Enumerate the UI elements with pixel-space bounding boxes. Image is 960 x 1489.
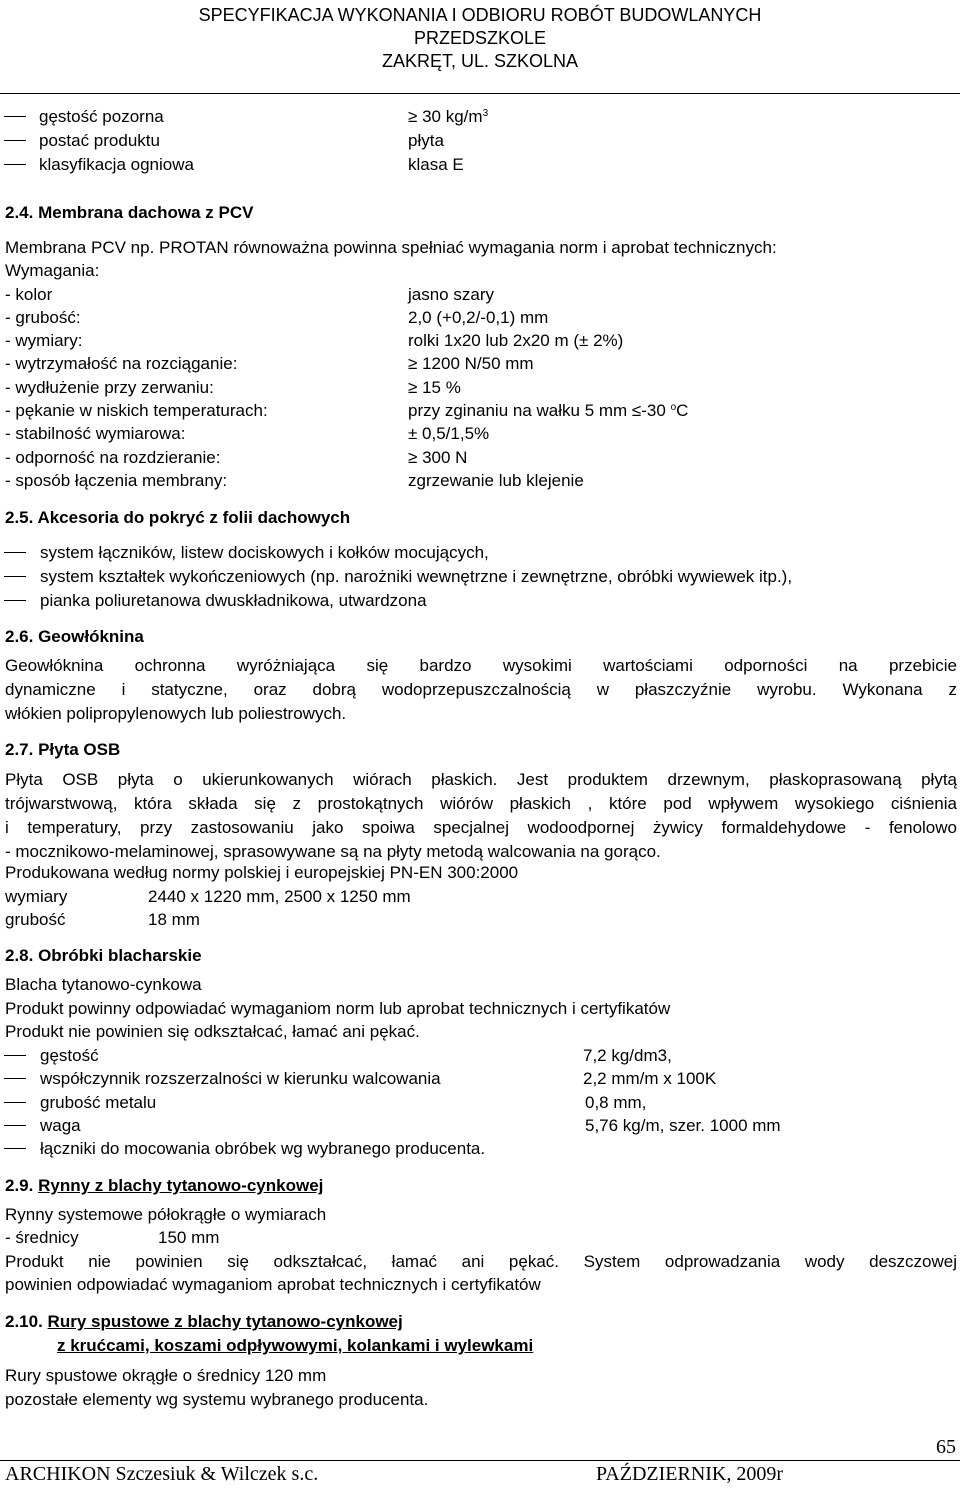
spec-value: zgrzewanie lub klejenie (408, 471, 584, 490)
paragraph-line: Blacha tytanowo-cynkowa (5, 975, 202, 994)
header-project: PRZEDSZKOLE (413, 28, 547, 48)
paragraph: Wymagania: (5, 261, 100, 280)
ge-sign: ≥ (408, 107, 418, 126)
section-heading: 2.6. Geowłóknina (5, 627, 144, 646)
ge-sign: ≥ (408, 378, 418, 397)
paragraph-line: Produkt nie powinien się odkształcać, łamać ani pękać. System odprowadzania wody deszczowej (5, 1252, 957, 1271)
spec-label: - kolor (5, 285, 53, 304)
spec-label: wymiary (5, 887, 68, 906)
paragraph-line: Produkowana według normy polskiej i europejskiej PN-EN 300:2000 (5, 863, 519, 882)
paragraph-line: Produkt powinny odpowiadać wymaganiom norm lub aprobat technicznych i certyfikatów (5, 999, 671, 1018)
spec-value (408, 399, 688, 422)
section-heading: 2.7. Płyta OSB (5, 740, 121, 759)
section-name-line2: z krućcami, koszami odpływowymi, kolankami i wylewkami (57, 1336, 534, 1355)
list-item: pianka poliuretanowa dwuskładnikowa, utwardzona (40, 591, 427, 610)
prop-label: postać produktu (39, 131, 160, 150)
list-dash (4, 1125, 26, 1126)
spec-value: rolki 1x20 lub 2x20 m (± 2%) (408, 331, 624, 350)
list-dash (4, 1148, 26, 1149)
section-heading: 2.8. Obróbki blacharskie (5, 946, 202, 965)
spec-label: grubość metalu (40, 1093, 157, 1112)
paragraph-line: pozostałe elementy wg systemu wybranego producenta. (5, 1390, 429, 1409)
spec-value-text: 1200 N/50 mm (422, 354, 534, 373)
spec-value: 2440 x 1220 mm, 2500 x 1250 mm (148, 887, 411, 906)
ge-sign: ≥ (408, 448, 418, 467)
paragraph-line: Geowłóknina ochronna wyróżniająca się bardzo wysokimi wartościami odporności na przebicie (5, 656, 957, 675)
prop-label: klasyfikacja ogniowa (39, 155, 194, 174)
list-dash (4, 140, 26, 141)
list-dash (4, 576, 26, 577)
spec-value: 2,0 (+0,2/-0,1) mm (408, 308, 549, 327)
header-rule (0, 93, 960, 94)
spec-label: - wydłużenie przy zerwaniu: (5, 378, 214, 397)
prop-value (408, 105, 488, 128)
spec-value-text: 15 % (422, 378, 461, 397)
list-dash (4, 1078, 26, 1079)
paragraph-line: Rynny systemowe półokrągłe o wymiarach (5, 1205, 327, 1224)
list-dash (4, 600, 26, 601)
spec-value (408, 376, 461, 399)
list-item: system kształtek wykończeniowych (np. narożniki wewnętrzne i zewnętrzne, obróbki wywiewek itp.), (40, 567, 793, 586)
spec-value-text: przy zginaniu na wałku 5 mm ≤-30 (408, 401, 671, 420)
list-dash (4, 1055, 26, 1056)
spec-label: - sposób łączenia membrany: (5, 471, 228, 490)
section-name: Rynny z blachy tytanowo-cynkowej (38, 1176, 324, 1195)
ge-sign: ≥ (408, 354, 418, 373)
prop-value: klasa E (408, 155, 464, 174)
spec-label: gęstość (40, 1046, 99, 1065)
footer-company: ARCHIKON Szczesiuk & Wilczek s.c. (5, 1463, 319, 1485)
spec-value-text: 300 N (422, 448, 468, 467)
section-heading: 2.4. Membrana dachowa z PCV (5, 203, 254, 222)
page-number: 65 (936, 1436, 956, 1458)
paragraph-line: Produkt nie powinien się odkształcać, łamać ani pękać. (5, 1022, 420, 1041)
paragraph-line: Rury spustowe okrągłe o średnicy 120 mm (5, 1366, 327, 1385)
footer-date: PAŹDZIERNIK, 2009r (596, 1463, 784, 1485)
paragraph: Membrana PCV np. PROTAN równoważna powinna spełniać wymagania norm i aprobat technicznych: (5, 238, 777, 257)
section-heading (5, 1174, 323, 1197)
spec-label: - wytrzymałość na rozciąganie: (5, 354, 238, 373)
prop-value-text: 30 kg/m (422, 107, 483, 126)
paragraph-line: włókien polipropylenowych lub poliestrowych. (5, 704, 347, 723)
section-heading (5, 1310, 403, 1333)
spec-value: 18 mm (148, 910, 200, 929)
spec-label: - grubość: (5, 308, 81, 327)
prop-value: płyta (408, 131, 444, 150)
list-dash (4, 164, 26, 165)
spec-value (408, 446, 467, 469)
unit: C (676, 401, 689, 420)
spec-value: 7,2 kg/dm3, (583, 1046, 672, 1065)
paragraph-line: powinien odpowiadać wymaganiom aprobat technicznych i certyfikatów (5, 1275, 541, 1294)
spec-value: 150 mm (158, 1228, 220, 1247)
spec-value: ± 0,5/1,5% (408, 424, 490, 443)
spec-label: grubość (5, 910, 66, 929)
spec-value (408, 352, 534, 375)
list-dash (4, 116, 26, 117)
spec-label: waga (40, 1116, 81, 1135)
spec-value: 2,2 mm/m x 100K (583, 1069, 717, 1088)
spec-label: - średnicy (5, 1228, 79, 1247)
spec-label: - pękanie w niskich temperaturach: (5, 401, 268, 420)
section-number: 2.9. (5, 1176, 34, 1195)
prop-label: gęstość pozorna (39, 107, 164, 126)
spec-label: - odporność na rozdzieranie: (5, 448, 221, 467)
section-heading: 2.5. Akcesoria do pokryć z folii dachowych (5, 508, 351, 527)
spec-label: - wymiary: (5, 331, 83, 350)
paragraph-line: Płyta OSB płyta o ukierunkowanych wiórach płaskich. Jest produktem drzewnym, płaskoprasowaną płytą (5, 770, 957, 789)
spec-label: współczynnik rozszerzalności w kierunku walcowania (40, 1069, 441, 1088)
spec-label: łączniki do mocowania obróbek wg wybranego producenta. (40, 1139, 486, 1158)
paragraph-line: trójwarstwową, która składa się z prostokątnych wiórów płaskich , które pod wpływem wysokiego ciśnienia (5, 794, 957, 813)
spec-value: 0,8 mm, (585, 1093, 647, 1112)
section-number: 2.10. (5, 1312, 43, 1331)
list-item: system łączników, listew dociskowych i kołków mocujących, (40, 543, 489, 562)
paragraph-line: dynamiczne i statyczne, oraz dobrą wodoprzepuszczalnością w płaszczyźnie wyrobu. Wykonana z (5, 680, 957, 699)
superscript: o (670, 402, 677, 413)
footer-rule (0, 1460, 960, 1461)
section-name: Rury spustowe z blachy tytanowo-cynkowej (47, 1312, 403, 1331)
paragraph-line: i temperatury, przy zastosowaniu jako spoiwa specjalnej wodoodpornej żywicy formaldehydowe - fenolowo (5, 818, 957, 837)
list-dash (4, 1102, 26, 1103)
spec-value: jasno szary (408, 285, 494, 304)
list-dash (4, 552, 26, 553)
header-location: ZAKRĘT, UL. SZKOLNA (381, 51, 579, 71)
paragraph-line: - mocznikowo-melaminowej, sprasowywane są na płyty metodą walcowania na gorąco. (5, 842, 661, 861)
superscript: 3 (482, 108, 489, 119)
spec-value: 5,76 kg/m, szer. 1000 mm (585, 1116, 781, 1135)
header-title: SPECYFIKACJA WYKONANIA I ODBIORU ROBÓT BUDOWLANYCH (198, 5, 762, 25)
spec-label: - stabilność wymiarowa: (5, 424, 186, 443)
